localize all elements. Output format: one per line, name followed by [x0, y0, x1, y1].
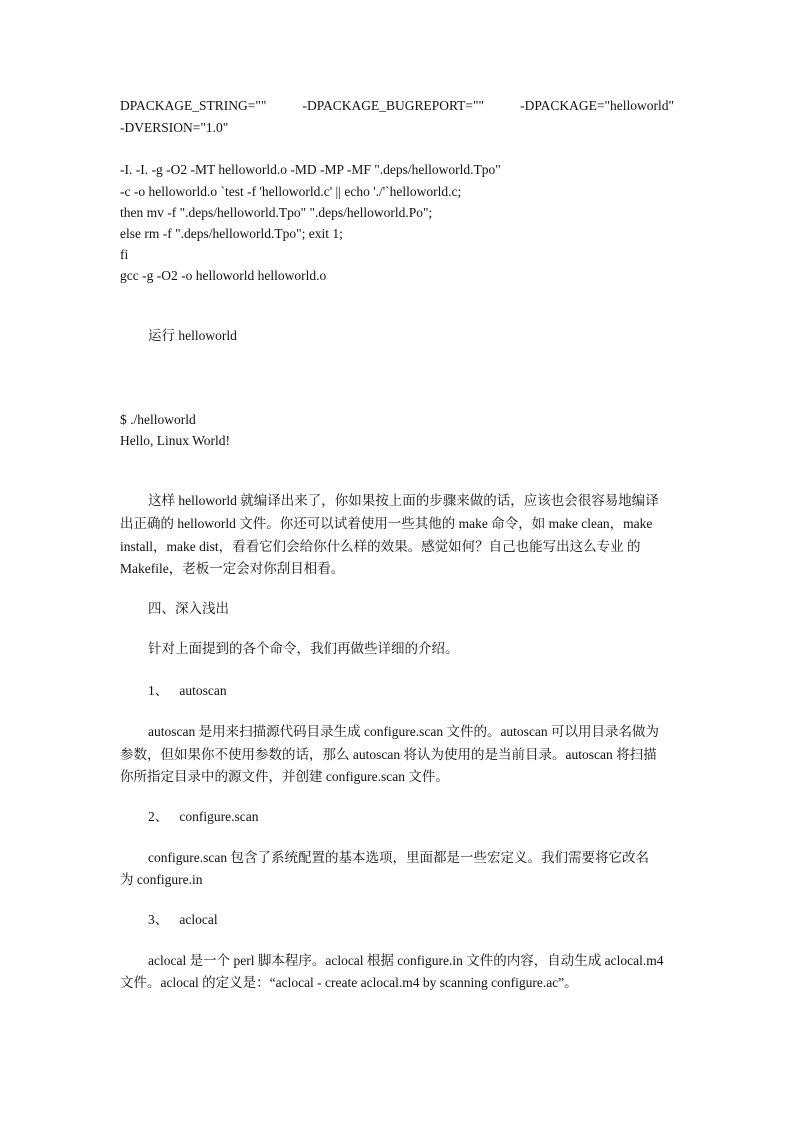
- paragraph-line: 为 configure.in: [120, 872, 203, 887]
- code-line: then mv -f ".deps/helloworld.Tpo" ".deps/helloworld.Po";: [120, 205, 433, 220]
- run-heading: 运行 helloworld: [148, 328, 237, 343]
- item-title: aclocal: [179, 912, 218, 927]
- code-token: -DPACKAGE="helloworld": [520, 98, 674, 113]
- item-title: autoscan: [179, 683, 227, 698]
- paragraph-line: 这样 helloworld 就编译出来了，你如果按上面的步骤来做的话，应该也会很容易地编译: [148, 493, 659, 508]
- code-line: fi: [120, 247, 129, 262]
- list-item-heading: [148, 910, 218, 930]
- item-number: 3、: [148, 912, 169, 927]
- code-line: else rm -f ".deps/helloworld.Tpo"; exit 1;: [120, 226, 343, 241]
- paragraph-line: aclocal 是一个 perl 脚本程序。aclocal 根据 configure.in 文件的内容，自动生成 aclocal.m4: [148, 953, 664, 968]
- terminal-output: Hello, Linux World!: [120, 433, 231, 448]
- code-line-defines: [120, 96, 674, 116]
- terminal-command: $ ./helloworld: [120, 412, 196, 427]
- code-line: -c -o helloworld.o `test -f 'helloworld.c' || echo './'`helloworld.c;: [120, 184, 462, 199]
- paragraph-line: 出正确的 helloworld 文件。你还可以试着使用一些其他的 make 命令，如 make clean，make: [120, 516, 653, 531]
- section-heading: 四、深入浅出: [148, 601, 229, 616]
- code-token: DPACKAGE_STRING="": [120, 98, 267, 113]
- code-line: gcc -g -O2 -o helloworld helloworld.o: [120, 268, 327, 283]
- code-token: -DPACKAGE_BUGREPORT="": [302, 98, 485, 113]
- paragraph-line: 文件。aclocal 的定义是：“aclocal - create aclocal.m4 by scanning configure.ac”。: [120, 975, 578, 990]
- item-number: 2、: [148, 809, 169, 824]
- paragraph-line: 参数，但如果你不使用参数的话，那么 autoscan 将认为使用的是当前目录。autoscan 将扫描: [120, 747, 657, 762]
- paragraph-line: Makefile，老板一定会对你刮目相看。: [120, 561, 345, 576]
- list-item-heading: [148, 681, 227, 701]
- section-intro: 针对上面提到的各个命令，我们再做些详细的介绍。: [148, 641, 459, 656]
- paragraph-line: 你所指定目录中的源文件，并创建 configure.scan 文件。: [120, 769, 449, 784]
- item-title: configure.scan: [179, 809, 259, 824]
- paragraph-line: autoscan 是用来扫描源代码目录生成 configure.scan 文件的。autoscan 可以用目录名做为: [148, 724, 660, 739]
- code-line: -I. -I. -g -O2 -MT helloworld.o -MD -MP -MF ".deps/helloworld.Tpo": [120, 162, 501, 177]
- paragraph-line: configure.scan 包含了系统配置的基本选项，里面都是一些宏定义。我们需要将它改名: [148, 850, 649, 865]
- paragraph-line: install，make dist，看看它们会给你什么样的效果。感觉如何？自己也能写出这么专业 的: [120, 539, 641, 554]
- list-item-heading: [148, 807, 258, 827]
- code-line-version: -DVERSION="1.0": [120, 120, 229, 135]
- item-number: 1、: [148, 683, 169, 698]
